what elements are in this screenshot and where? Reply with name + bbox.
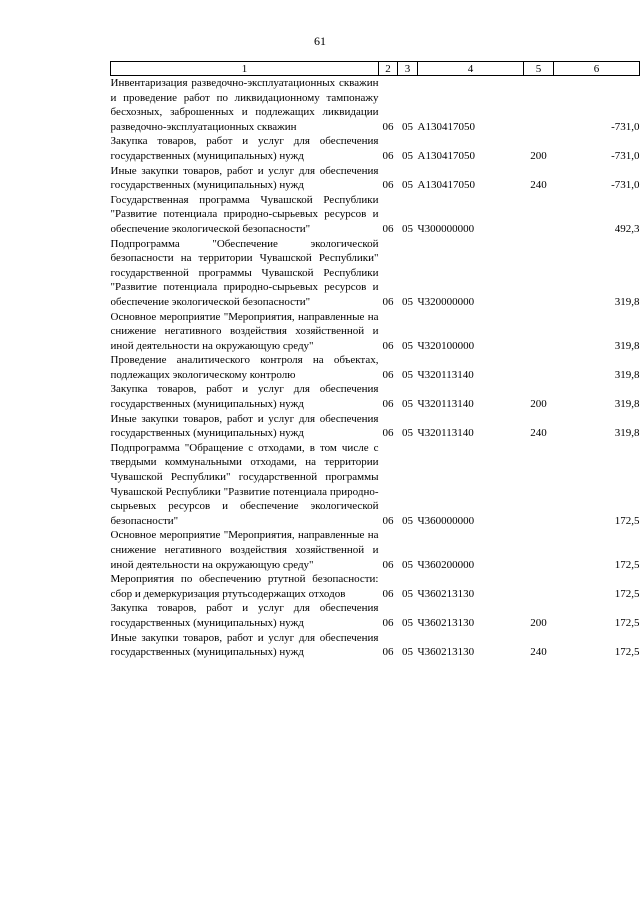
page-number: 61 — [314, 34, 326, 48]
row-amount: 319,8 — [614, 398, 640, 411]
row-expense-type: 240 — [530, 646, 547, 659]
row-expense-type — [524, 237, 554, 310]
row-description: Закупка товаров, работ и услуг для обеспечения государственных (муниципальных) нужд — [110, 383, 379, 411]
row-target-article: Ч300000000 — [417, 222, 475, 235]
row-razdel: 06 — [382, 295, 394, 308]
table-row — [111, 237, 640, 310]
row-podrazdel: 05 — [402, 646, 413, 659]
column-header: 6 — [554, 62, 640, 76]
row-description: Подпрограмма "Обеспечение экологической безопасности на территории Чувашской Республики" государственной программы Чувашской Республики "Развитие потенциала природно-сырьевых ресурсов и обеспечение экологической безопасности" — [110, 237, 379, 308]
row-description: Закупка товаров, работ и услуг для обеспечения государственных (муниципальных) нужд — [110, 602, 379, 629]
row-podrazdel: 05 — [402, 616, 413, 629]
row-target-article: Ч320113140 — [417, 368, 474, 381]
row-description: Мероприятия по обеспечению ртутной безопасности: сбор и демеркуризация ртутьсодержащих отходов — [110, 573, 379, 600]
table-row — [111, 164, 640, 193]
row-razdel: 06 — [382, 179, 394, 192]
row-podrazdel: 05 — [402, 339, 413, 352]
row-amount: 319,8 — [614, 368, 640, 381]
row-razdel: 06 — [382, 398, 394, 411]
row-target-article: Ч320113140 — [417, 427, 474, 440]
row-amount: 172,5 — [614, 646, 640, 659]
row-amount: 172,5 — [614, 587, 640, 600]
row-expense-type — [524, 193, 554, 237]
row-podrazdel: 05 — [402, 295, 413, 308]
row-amount: 492,3 — [614, 222, 640, 235]
row-expense-type — [524, 441, 554, 529]
table-row — [111, 134, 640, 163]
table-row — [111, 382, 640, 411]
row-podrazdel: 05 — [402, 368, 413, 381]
row-razdel: 06 — [382, 558, 394, 571]
row-expense-type: 200 — [530, 398, 547, 411]
row-razdel: 06 — [382, 368, 394, 381]
row-expense-type: 200 — [530, 616, 547, 629]
table-row — [111, 572, 640, 601]
table-row — [111, 528, 640, 572]
row-podrazdel: 05 — [402, 222, 413, 235]
row-amount: -731,0 — [611, 179, 640, 192]
row-description: Основное мероприятие "Мероприятия, направленные на снижение негативного воздействия хозяйственной и иной деятельности на окружающую среду" — [110, 529, 379, 571]
row-podrazdel: 05 — [402, 120, 413, 133]
row-target-article: Ч320000000 — [417, 295, 475, 308]
row-amount: 172,5 — [614, 616, 640, 629]
row-description: Инвентаризация разведочно-эксплуатационных скважин и проведение работ по ликвидационному тампонажу бесхозных, заброшенных и подлежащих ликвидации разведочно-эксплуатационных скважин — [110, 77, 379, 133]
row-description: Подпрограмма "Обращение с отходами, в том числе с твердыми коммунальными отходами, на территории Чувашской Республики" государственной программы Чувашской Республики "Развитие потенциала природно-сырьевых ресурсов и обеспечение экологической безопасности" — [110, 441, 379, 527]
row-expense-type: 240 — [530, 179, 547, 192]
row-podrazdel: 05 — [402, 514, 413, 527]
row-razdel: 06 — [382, 120, 394, 133]
row-podrazdel: 05 — [402, 427, 413, 440]
row-target-article: Ч360200000 — [417, 558, 475, 571]
row-target-article: Ч360213130 — [417, 587, 475, 600]
row-target-article: Ч360213130 — [417, 616, 475, 629]
row-target-article: А130417050 — [417, 120, 475, 133]
header-row — [111, 62, 640, 76]
row-podrazdel: 05 — [402, 558, 413, 571]
table-row — [111, 601, 640, 630]
row-podrazdel: 05 — [402, 149, 413, 162]
row-amount: -731,0 — [611, 149, 640, 162]
table-body — [111, 76, 640, 660]
row-target-article: Ч360000000 — [417, 514, 475, 527]
row-description: Закупка товаров, работ и услуг для обеспечения государственных (муниципальных) нужд — [110, 135, 379, 162]
row-razdel: 06 — [382, 587, 394, 600]
row-amount: 319,8 — [614, 339, 640, 352]
row-razdel: 06 — [382, 616, 394, 629]
row-razdel: 06 — [382, 222, 394, 235]
row-target-article: А130417050 — [417, 179, 475, 192]
table-row — [111, 193, 640, 237]
row-expense-type — [524, 76, 554, 135]
column-header: 3 — [398, 62, 418, 76]
row-amount: 172,5 — [614, 558, 640, 571]
column-header: 2 — [379, 62, 398, 76]
table-row — [111, 412, 640, 441]
row-description: Проведение аналитического контроля на объектах, подлежащих экологическому контролю — [110, 354, 379, 381]
row-amount: -731,0 — [611, 120, 640, 133]
table-row — [111, 631, 640, 660]
row-podrazdel: 05 — [402, 398, 413, 411]
row-razdel: 06 — [382, 646, 394, 659]
row-podrazdel: 05 — [402, 587, 413, 600]
table-header — [111, 62, 640, 76]
row-target-article: Ч320100000 — [417, 339, 475, 352]
row-podrazdel: 05 — [402, 179, 413, 192]
table-row — [111, 441, 640, 529]
row-expense-type — [524, 528, 554, 572]
row-expense-type: 240 — [530, 427, 547, 440]
row-expense-type — [524, 310, 554, 354]
table-row — [111, 310, 640, 354]
row-amount: 172,5 — [614, 514, 640, 527]
table-row — [111, 76, 640, 135]
row-description: Иные закупки товаров, работ и услуг для обеспечения государственных (муниципальных) нужд — [110, 631, 379, 659]
row-expense-type — [524, 353, 554, 382]
row-target-article: Ч360213130 — [417, 646, 475, 659]
row-razdel: 06 — [382, 427, 394, 440]
column-header: 5 — [524, 62, 554, 76]
row-description: Основное мероприятие "Мероприятия, направленные на снижение негативного воздействия хозяйственной и иной деятельности на окружающую среду" — [110, 310, 379, 352]
row-description: Иные закупки товаров, работ и услуг для обеспечения государственных (муниципальных) нужд — [110, 164, 379, 192]
row-razdel: 06 — [382, 149, 394, 162]
row-description: Иные закупки товаров, работ и услуг для обеспечения государственных (муниципальных) нужд — [110, 412, 379, 440]
row-amount: 319,8 — [614, 295, 640, 308]
budget-table — [110, 61, 640, 660]
row-expense-type — [524, 572, 554, 601]
column-header: 1 — [111, 62, 379, 76]
row-amount: 319,8 — [614, 427, 640, 440]
row-expense-type: 200 — [530, 149, 547, 162]
row-description: Государственная программа Чувашской Республики "Развитие потенциала природно-сырьевых ресурсов и обеспечение экологической безопасности" — [110, 193, 379, 235]
table-row — [111, 353, 640, 382]
row-target-article: А130417050 — [417, 149, 475, 162]
row-razdel: 06 — [382, 514, 394, 527]
row-target-article: Ч320113140 — [417, 398, 474, 411]
column-header: 4 — [418, 62, 524, 76]
row-razdel: 06 — [382, 339, 394, 352]
